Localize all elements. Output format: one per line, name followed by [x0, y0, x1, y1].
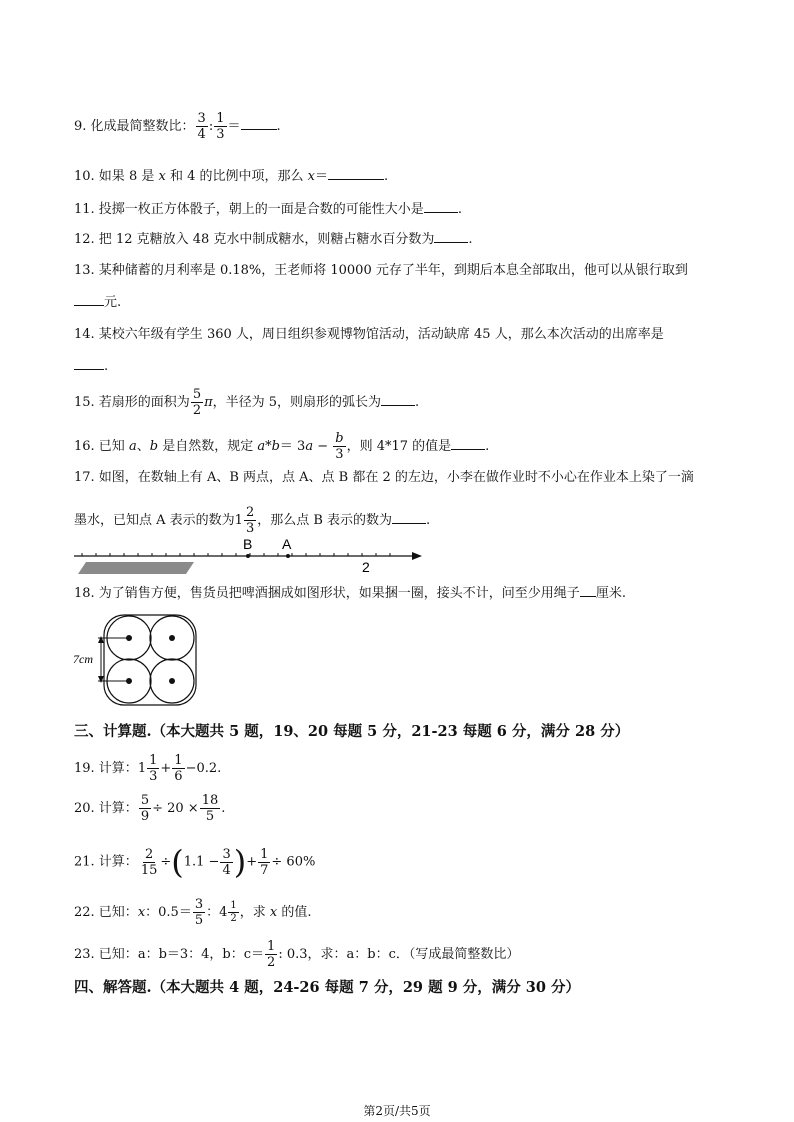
question-17: 17. 如图，在数轴上有 A、B 两点，点 A、点 B 都在 2 的左边，小李在做作业时不小心在作业本上染了一滴 [74, 470, 694, 485]
question-10: 10. 如果 8 是 x 和 4 的比例中项，那么 x＝ . [74, 169, 389, 184]
label-a: A [282, 536, 292, 552]
label-2: 2 [362, 559, 370, 575]
question-22: 22. 已知：x：0.5＝ $\frac{3}{5}$ ：4 $\frac{1}{2}$ ，求 x 的值. [74, 897, 312, 928]
fraction: $\frac{1}{6}$ [174, 753, 183, 784]
section-3-title: 三、计算题.（本大题共 5 题，19、20 每题 5 分，21-23 每题 6 分，满分 28 分） [74, 723, 630, 740]
fraction: $\frac{1}{2}$ [230, 900, 237, 924]
question-19: 19. 计算：1 $\frac{1}{3}$ + $\frac{1}{6}$ −0.2. [74, 753, 222, 784]
question-21: 21. 计算： $\frac{2}{15}$ ÷(1.1 − $\frac{3}{4}$ )+ $\frac{1}{7}$ ÷ 60% [74, 843, 316, 881]
question-13: 13. 某种储蓄的月利率是 0.18%，王老师将 10000 元存了半年，到期后本息全部取出，他可以从银行取到 [74, 263, 688, 278]
bottles-figure [70, 612, 210, 708]
answer-blank [328, 167, 384, 180]
arrow-head-up [98, 636, 104, 643]
right-paren: ) [233, 843, 247, 881]
center-dot [169, 678, 175, 684]
answer-blank [424, 200, 458, 213]
answer-blank [241, 117, 277, 130]
fraction: $\frac{3}{4}$ [222, 846, 231, 878]
answer-blank [434, 230, 468, 243]
rope-outline [104, 615, 196, 705]
answer-blank [580, 584, 596, 597]
number-line-arrow [412, 552, 422, 560]
question-16: 16. 已知 a、b 是自然数，规定 a*b＝ 3a − $\frac{b}{3}$ ，则 4*17 的值是 . [74, 431, 490, 462]
question-15: 15. 若扇形的面积为 $\frac{5}{2}$ π，半径为 5，则扇形的弧长为 . [74, 387, 420, 418]
point-a [286, 554, 290, 558]
fraction: $\frac{b}{3}$ [335, 431, 344, 462]
question-23: 23. 已知：a：b＝3：4，b：c＝ $\frac{1}{2}$ : 0.3，求：a：b：c．（写成最简整数比） [74, 939, 520, 970]
fraction: $\frac{5}{9}$ [140, 793, 150, 824]
question-14-cont: . [74, 357, 108, 376]
left-paren: ( [171, 843, 184, 881]
section-4-title: 四、解答题.（本大题共 4 题，24-26 每题 7 分，29 题 9 分，满分 30 分） [74, 979, 581, 996]
fraction: $\frac{5}{2}$ [192, 387, 202, 418]
page-footer: 第2页/共5页 [363, 1104, 431, 1118]
center-dot [169, 635, 175, 641]
fraction: $\frac{2}{3}$ [245, 505, 255, 536]
ink-blot [78, 562, 194, 574]
question-20: 20. 计算： $\frac{5}{9}$ ÷ 20 × $\frac{18}{5}$ . [74, 793, 226, 824]
question-14: 14. 某校六年级有学生 360 人，周日组织参观博物馆活动，活动缺席 45 人，那么本次活动的出席率是 [74, 327, 664, 342]
fraction: $\frac{1}{3}$ [149, 753, 158, 784]
point-b [246, 554, 250, 558]
answer-blank [392, 511, 426, 524]
fraction: $\frac{2}{15}$ [140, 846, 158, 878]
answer-blank [451, 437, 485, 450]
fraction: $\frac{3}{4}$ [197, 111, 206, 142]
arrow-head-down [98, 676, 104, 683]
fraction: $\frac{3}{5}$ [194, 897, 204, 928]
fraction: $\frac{1}{2}$ [267, 939, 276, 970]
question-12: 12. 把 12 克糖放入 48 克水中制成糖水，则糖占糖水百分数为 . [74, 232, 473, 247]
answer-blank [381, 393, 415, 406]
label-b: B [243, 536, 253, 552]
question-9: 9. 化成最简整数比： $\frac{3}{4}$ : $\frac{1}{3}$ ＝ . [74, 111, 281, 142]
answer-blank [74, 293, 104, 306]
number-line-figure [70, 532, 430, 576]
fraction: $\frac{1}{7}$ [260, 846, 269, 878]
fraction: $\frac{1}{3}$ [216, 111, 225, 142]
question-17-cont: 墨水，已知点 A 表示的数为1 $\frac{2}{3}$ ，那么点 B 表示的数为 . [74, 505, 431, 536]
answer-blank [74, 357, 104, 370]
question-11: 11. 投掷一枚正方体骰子，朝上的一面是合数的可能性大小是 . [74, 202, 462, 217]
question-18: 18. 为了销售方便，售货员把啤酒捆成如图形状，如果捆一圈，接头不计，问至少用绳子 厘米. [74, 586, 626, 601]
dimension-label: 7cm [73, 652, 93, 666]
fraction: $\frac{18}{5}$ [201, 793, 219, 824]
question-13-cont: 元. [74, 293, 121, 312]
